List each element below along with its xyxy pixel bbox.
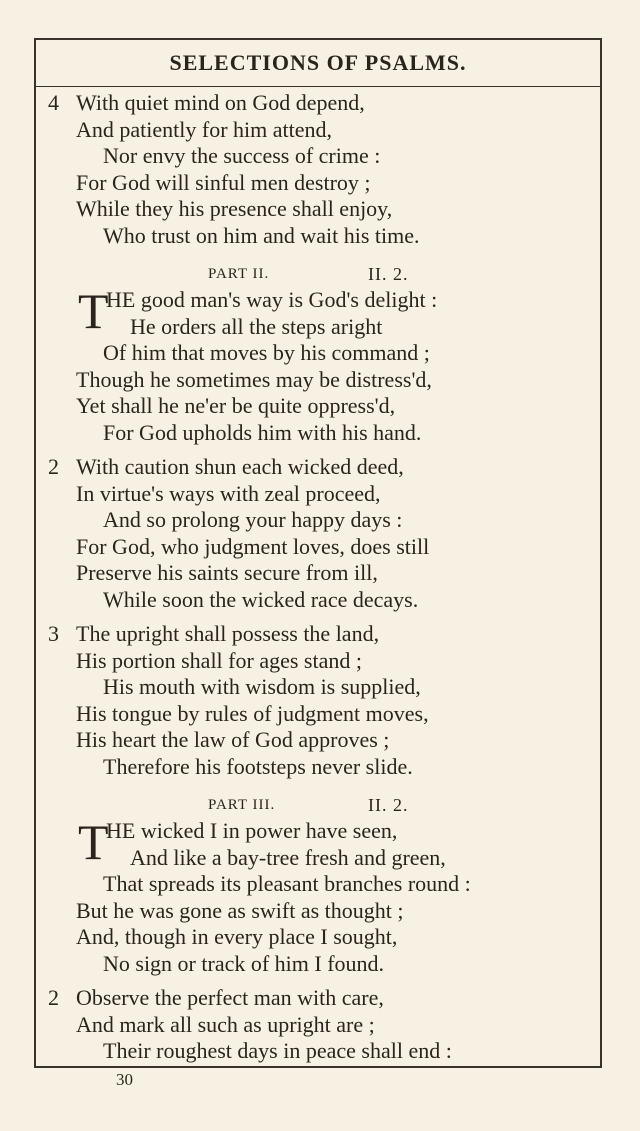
- verse-line: In virtue's ways with zeal proceed,: [76, 480, 381, 506]
- verse-line: For God, who judgment loves, does still: [76, 533, 430, 559]
- verse-line: The upright shall possess the land,: [76, 621, 380, 646]
- page-number: 30: [116, 1070, 133, 1089]
- meter-label: II. 2.: [368, 795, 409, 815]
- hymn-text: [48, 90, 590, 1073]
- verse-line: HE wicked I in power have seen,: [106, 818, 398, 843]
- verse-line: Observe the perfect man with care,: [76, 985, 384, 1010]
- header-rule: [36, 86, 600, 87]
- verse-line: With quiet mind on God depend,: [76, 90, 365, 115]
- verse-line: That spreads its pleasant branches round :: [103, 871, 471, 896]
- verse-line: While soon the wicked race decays.: [103, 586, 419, 612]
- verse-line: And, though in every place I sought,: [76, 924, 398, 949]
- part-heading: [48, 257, 590, 287]
- drop-cap: T: [78, 814, 109, 870]
- verse-line: No sign or track of him I found.: [103, 950, 385, 976]
- part-label: PART II.: [208, 266, 270, 282]
- verse-line: But he was gone as swift as thought ;: [76, 897, 404, 923]
- verse-line: His mouth with wisdom is supplied,: [103, 674, 421, 699]
- part-heading: [48, 788, 590, 818]
- part-label: PART III.: [208, 797, 276, 813]
- verse-line: And patiently for him attend,: [76, 116, 332, 142]
- verse-line: With caution shun each wicked deed,: [76, 454, 404, 479]
- verse-line: Yet shall he ne'er be quite oppress'd,: [76, 393, 396, 418]
- stanza-number: 3: [48, 621, 59, 646]
- part3-stanza-2: [48, 985, 590, 1065]
- verse-line: Who trust on him and wait his time.: [103, 222, 420, 248]
- part2-stanza-2: [48, 454, 590, 613]
- part2-stanza-3: [48, 621, 590, 780]
- verse-line: For God upholds him with his hand.: [103, 419, 422, 445]
- stanza-number: 2: [48, 454, 59, 479]
- verse-line: And so prolong your happy days :: [103, 507, 403, 532]
- verse-line: While they his presence shall enjoy,: [76, 196, 393, 221]
- part2-stanza-1: [48, 283, 590, 446]
- meter-label: II. 2.: [368, 264, 409, 284]
- verse-line: HE good man's way is God's delight :: [106, 287, 438, 312]
- verse-line: Of him that moves by his command ;: [103, 340, 430, 365]
- stanza-4: [48, 90, 590, 249]
- stanza-number: 2: [48, 985, 59, 1010]
- drop-cap: T: [78, 283, 109, 339]
- page-frame: [34, 38, 602, 1068]
- verse-line: His tongue by rules of judgment moves,: [76, 700, 429, 726]
- verse-line: And mark all such as upright are ;: [76, 1011, 375, 1037]
- verse-line: Though he sometimes may be distress'd,: [76, 366, 432, 392]
- verse-line: Their roughest days in peace shall end :: [103, 1038, 452, 1063]
- verse-line: Therefore his footsteps never slide.: [103, 753, 413, 779]
- stanza-number: 4: [48, 90, 59, 115]
- verse-line: His heart the law of God approves ;: [76, 727, 390, 752]
- verse-line: Nor envy the success of crime :: [103, 143, 381, 168]
- part3-stanza-1: [48, 814, 590, 977]
- verse-line: Preserve his saints secure from ill,: [76, 560, 378, 585]
- page-title: SELECTIONS OF PSALMS.: [169, 50, 467, 75]
- verse-line: And like a bay-tree fresh and green,: [130, 844, 446, 870]
- verse-line: He orders all the steps aright: [130, 313, 383, 339]
- verse-line: For God will sinful men destroy ;: [76, 169, 371, 195]
- verse-line: His portion shall for ages stand ;: [76, 647, 362, 673]
